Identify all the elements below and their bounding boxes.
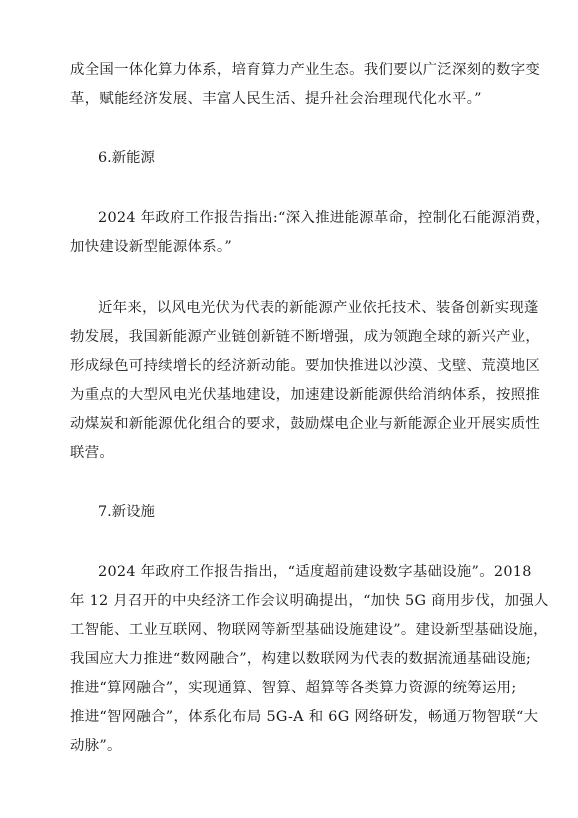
paragraph-line: 为重点的大型风电光伏基地建设，加速建设新能源供给消纳体系，按照推 — [70, 387, 541, 403]
intro-line: 革，赋能经济发展、丰富人民生活、提升社会治理现代化水平。” — [70, 91, 482, 107]
paragraph-line: 2024 年政府工作报告指出:“深入推进能源革命，控制化石能源消费， — [98, 210, 551, 226]
paragraph-line: 加快建设新型能源体系。” — [70, 239, 233, 255]
paragraph-line: 推进“算网融合”，实现通算、智算、超算等各类算力资源的统筹运用; — [70, 680, 517, 696]
paragraph-line: 近年来，以风电光伏为代表的新能源产业依托技术、装备创新实现蓬 — [98, 300, 539, 316]
section-heading: 7.新设施 — [98, 504, 155, 520]
paragraph-line: 勃发展，我国新能源产业链创新链不断增强，成为领跑全球的新兴产业， — [70, 329, 541, 345]
paragraph-line: 联营。 — [70, 445, 115, 461]
paragraph-line: 推进“智网融合”，体系化布局 5G-A 和 6G 网络研发，畅通万物智联“大 — [70, 709, 539, 725]
section-heading: 6.新能源 — [98, 150, 155, 166]
paragraph-line: 年 12 月召开的中央经济工作会议明确提出，“加快 5G 商用步伐，加强人 — [70, 593, 549, 609]
paragraph-line: 我国应大力推进“数网融合”，构建以数联网为代表的数据流通基础设施; — [70, 651, 532, 667]
paragraph-line: 2024 年政府工作报告指出，“适度超前建设数字基础设施”。2018 — [98, 564, 532, 580]
paragraph-line: 动煤炭和新能源优化组合的要求，鼓励煤电企业与新能源企业开展实质性 — [70, 416, 541, 432]
intro-line: 成全国一体化算力体系，培育算力产业生态。我们要以广泛深刻的数字变 — [70, 62, 541, 78]
paragraph-line: 形成绿色可持续增长的经济新动能。要加快推进以沙漠、戈壁、荒漠地区 — [70, 358, 541, 374]
paragraph-line: 动脉”。 — [70, 738, 122, 754]
paragraph-line: 工智能、工业互联网、物联网等新型基础设施建设”。建设新型基础设施， — [70, 622, 548, 638]
